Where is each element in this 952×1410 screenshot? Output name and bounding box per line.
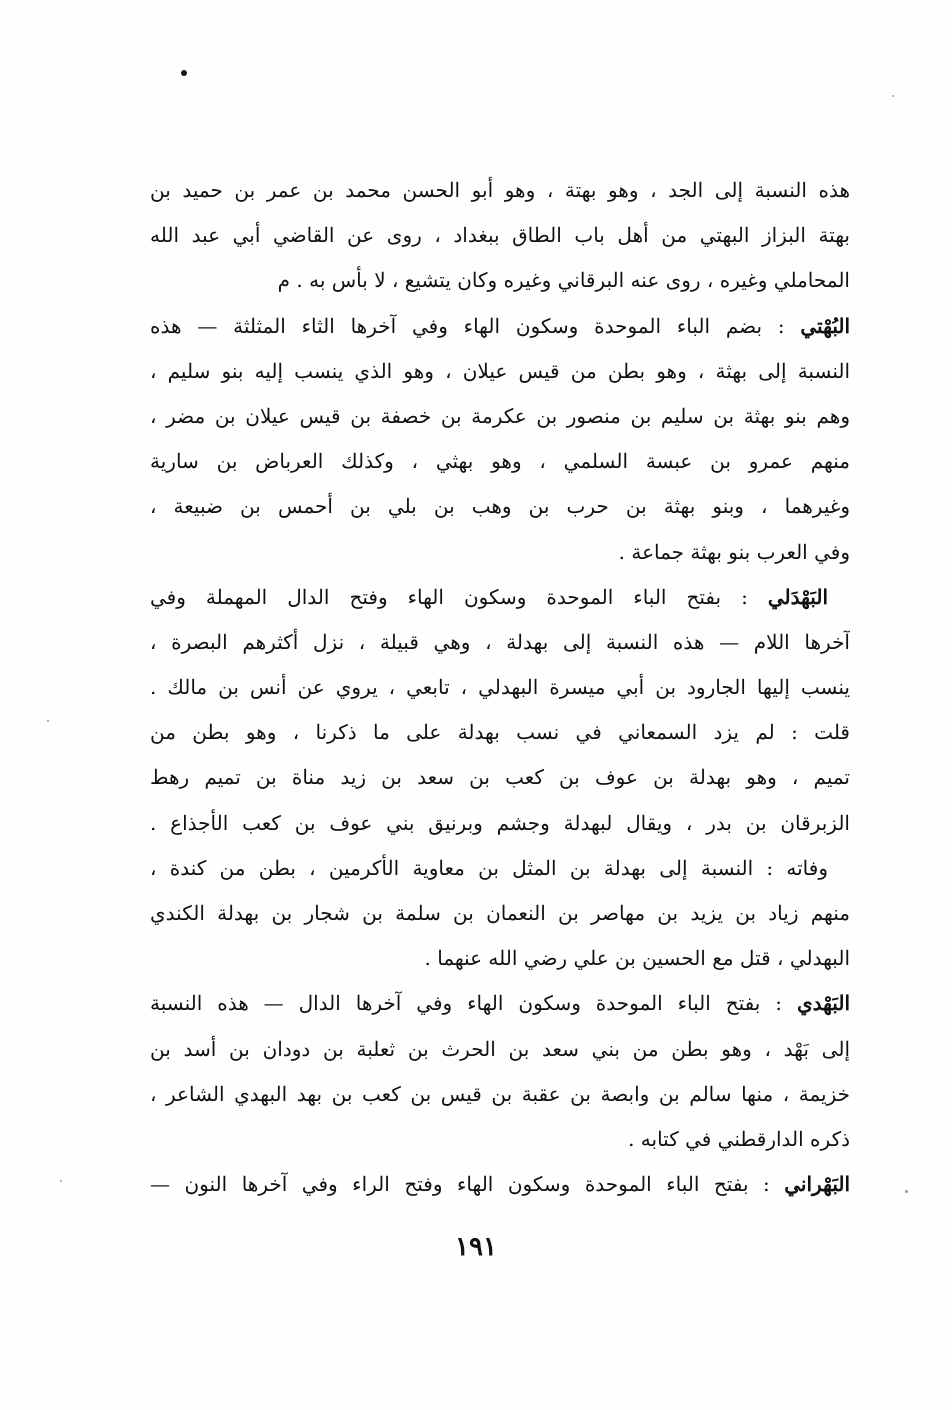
text-line: [150, 1162, 850, 1207]
line-text: آخرها اللام — هذه النسبة إلى بهدلة ، وهي قبيلة ، نزل أكثرهم البصرة ،: [150, 629, 850, 654]
line-text: ينسب إليها الجارود بن أبي ميسرة البهدلي ، تابعي ، يروي عن أنس بن مالك .: [150, 675, 850, 700]
entry-headword: البَهْراني: [784, 1172, 850, 1197]
line-text: النسبة إلى بهثة ، وهو بطن من قيس عيلان ، وهو الذي ينسب إليه بنو سليم ،: [150, 358, 850, 383]
line-text: منهم عمرو بن عبسة السلمي ، وهو بهثي ، وكذلك العرباض بن سارية: [150, 449, 850, 474]
line-text: وهم بنو بهثة بن سليم بن منصور بن عكرمة بن خصفة بن قيس عيلان بن مضر ،: [150, 403, 850, 428]
line-text: تميم ، وهو بهدلة بن عوف بن كعب بن سعد بن زيد مناة بن تميم رهط: [150, 765, 850, 790]
entry-headword: البَهْدَلي: [767, 584, 828, 609]
line-text: : بفتح الباء الموحدة وسكون الهاء وفتح الراء وفي آخرها النون —: [150, 1172, 785, 1197]
text-line: [150, 1072, 850, 1117]
text-line: [150, 620, 850, 665]
text-line: [150, 575, 850, 620]
text-line: [150, 665, 850, 710]
text-line: [150, 258, 850, 303]
ink-dot: [181, 70, 187, 76]
line-text: : بفتح الباء الموحدة وسكون الهاء وفتح الدال المهملة وفي: [150, 584, 768, 609]
text-line: [150, 1027, 850, 1072]
text-line: [150, 936, 850, 981]
line-text: البهدلي ، قتل مع الحسين بن علي رضي الله عنهما .: [424, 946, 850, 971]
text-line: [150, 394, 850, 439]
scan-speck: [60, 1180, 62, 1182]
line-text: وغيرهما ، وبنو بهثة بن حرب بن وهب بن بلي بن أحمس بن ضبيعة ،: [150, 494, 850, 519]
text-line: [150, 213, 850, 258]
line-text: المحاملي وغيره ، روى عنه البرقاني وغيره وكان يتشيع ، لا بأس به . م: [277, 268, 850, 293]
line-text: : بفتح الباء الموحدة وسكون الهاء وفي آخرها الدال — هذه النسبة: [150, 991, 797, 1016]
line-text: وفاته : النسبة إلى بهدلة بن المثل بن معاوية الأكرمين ، بطن من كندة ،: [150, 855, 828, 880]
line-text: منهم زياد بن يزيد بن مهاصر بن النعمان بن سلمة بن شجار بن بهدلة الكندي: [150, 901, 850, 925]
scan-speck: [892, 95, 894, 97]
scan-speck: [47, 720, 49, 722]
text-line: [150, 755, 850, 800]
text-line: [150, 1117, 850, 1162]
text-line: [150, 349, 850, 394]
text-line: [150, 891, 850, 936]
text-line: [150, 304, 850, 349]
page-text-body: [150, 168, 850, 1207]
text-line: [150, 801, 850, 846]
line-text: : بضم الباء الموحدة وسكون الهاء وفي آخرها الثاء المثلثة — هذه: [150, 313, 801, 338]
text-line: [150, 484, 850, 529]
text-line: [150, 439, 850, 484]
scan-speck: [905, 1190, 908, 1193]
line-text: هذه النسبة إلى الجد ، وهو بهتة ، وهو أبو الحسن محمد بن عمر بن حميد بن: [150, 178, 850, 202]
line-text: الزبرقان بن بدر ، ويقال لبهدلة وجشم وبرنيق بني عوف بن كعب الأجذاع .: [150, 810, 850, 835]
entry-headword: البُهْتي: [800, 313, 850, 338]
line-text: إلى بَهْد ، وهو بطن من بني سعد بن الحرث بن ثعلبة بن دودان بن أسد بن: [150, 1036, 850, 1061]
text-line: [150, 846, 850, 891]
line-text: بهتة البزاز البهتي من أهل باب الطاق ببغداد ، روى عن القاضي أبي عبد الله: [150, 223, 850, 248]
line-text: قلت : لم يزد السمعاني في نسب بهدلة على ما ذكرنا ، وهو بطن من: [150, 720, 850, 745]
page-number: ١٩١: [455, 1232, 497, 1262]
line-text: خزيمة ، منها سالم بن وابصة بن عقبة بن قيس بن كعب بن بهد البهدي الشاعر ،: [150, 1081, 850, 1106]
line-text: ذكره الدارقطني في كتابه .: [628, 1126, 850, 1151]
line-text: وفي العرب بنو بهثة جماعة .: [618, 539, 850, 564]
text-line: [150, 981, 850, 1026]
entry-headword: البَهْدي: [796, 991, 850, 1016]
text-line: [150, 168, 850, 213]
text-line: [150, 710, 850, 755]
text-line: [150, 530, 850, 575]
